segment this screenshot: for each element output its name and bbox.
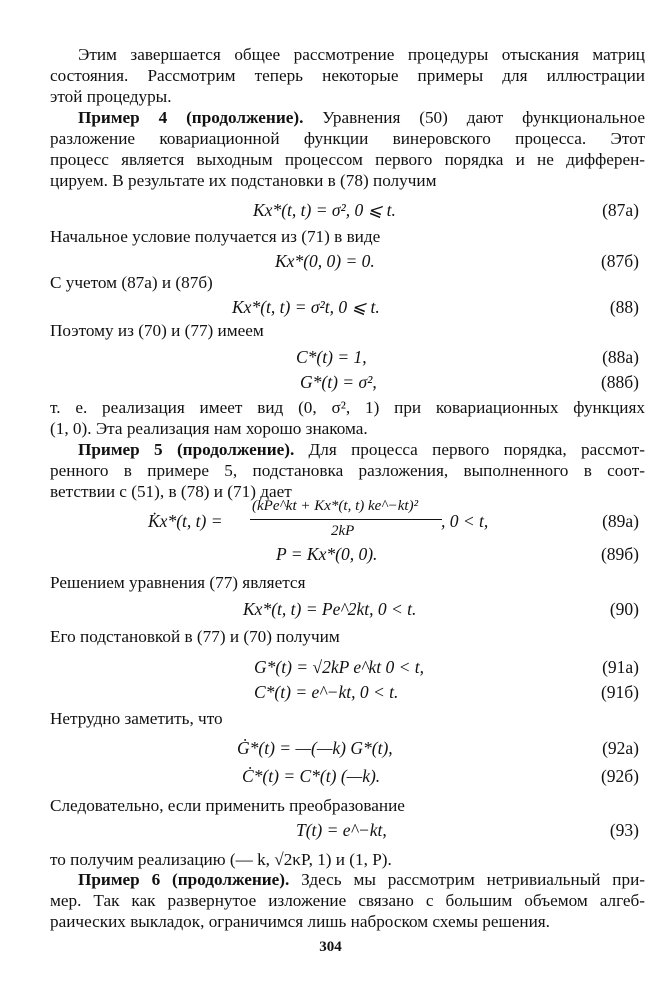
text-line-3: этой процедуры.	[50, 87, 172, 106]
equation-number-93: (93)	[609, 820, 639, 840]
text-line-12: (1, 0). Эта реализация нам хорошо знакома.	[50, 419, 368, 438]
text-line-11: т. е. реализация имеет вид (0, σ², 1) при ковариационных функциях	[50, 398, 645, 417]
equation-91a: G*(t) = √2kP e^kt 0 < t,	[254, 657, 425, 677]
text-line-1: Этим завершается общее рассмотрение процедуры отыскания матриц	[78, 45, 645, 64]
text-line-16: Решением уравнения (77) является	[50, 573, 306, 592]
equation-number-87b: (87б)	[600, 251, 639, 271]
equation-92a: Ġ*(t) = —(—k) G*(t),	[237, 738, 393, 758]
equation-89a-fraction-bar	[250, 519, 442, 520]
equation-number-90: (90)	[609, 599, 639, 619]
equation-number-88b: (88б)	[600, 372, 639, 392]
equation-89a-denominator: 2kP	[331, 523, 355, 539]
equation-number-87a: (87а)	[602, 200, 639, 220]
example-4-heading-line	[78, 108, 645, 128]
text-line-18: Нетрудно заметить, что	[50, 709, 223, 728]
equation-91b: C*(t) = e^−kt, 0 < t.	[254, 682, 399, 702]
example-5-label: Пример 5 (продолжение).	[78, 440, 295, 459]
text-line-19: Следовательно, если применить преобразование	[50, 796, 405, 815]
equation-number-92b: (92б)	[600, 766, 639, 786]
equation-89a-numerator: (kPe^kt + Kx*(t, t) ke^−kt)²	[252, 498, 419, 514]
text-line-10: Поэтому из (70) и (77) имеем	[50, 321, 264, 340]
equation-89a-lhs: K̇x*(t, t) =	[148, 511, 223, 531]
equation-89b: P = Kx*(0, 0).	[276, 544, 378, 564]
text-line-15: ветствии с (51), в (78) и (71) дает	[50, 482, 292, 501]
equation-87a: Kx*(t, t) = σ², 0 ⩽ t.	[253, 200, 396, 220]
example-5-heading-line	[78, 440, 645, 460]
equation-number-91b: (91б)	[600, 682, 639, 702]
text-line-7: цируем. В результате их подстановки в (78) получим	[50, 171, 437, 190]
equation-number-89b: (89б)	[600, 544, 639, 564]
example-6-text: Здесь мы рассмотрим нетривиальный при-	[289, 870, 645, 889]
equation-number-88a: (88а)	[602, 347, 639, 367]
equation-number-88: (88)	[609, 297, 639, 317]
equation-93: T(t) = e^−kt,	[296, 820, 387, 840]
equation-number-92a: (92а)	[602, 738, 639, 758]
text-line-20: то получим реализацию (— k, √2κP, 1) и (1, P).	[50, 850, 392, 869]
example-6-heading-line	[78, 870, 645, 890]
equation-number-91a: (91а)	[602, 657, 639, 677]
text-line-17: Его подстановкой в (77) и (70) получим	[50, 627, 340, 646]
text-line-22: мер. Так как развернутое изложение связано с большим объемом алгеб-	[50, 891, 645, 910]
equation-90: Kx*(t, t) = Pe^2kt, 0 < t.	[243, 599, 417, 619]
text-line-5: разложение ковариационной функции винеровского процесса. Этот	[50, 129, 645, 148]
text-line-23: раических выкладок, ограничимся лишь наброском схемы решения.	[50, 912, 550, 931]
equation-88b: G*(t) = σ²,	[300, 372, 377, 392]
equation-89a-condition: , 0 < t,	[441, 511, 489, 531]
equation-88a: C*(t) = 1,	[296, 347, 367, 367]
text-line-8: Начальное условие получается из (71) в виде	[50, 227, 381, 246]
example-4-label: Пример 4 (продолжение).	[78, 108, 304, 127]
example-5-text: Для процесса первого порядка, рассмот-	[294, 440, 645, 459]
equation-88: Kx*(t, t) = σ²t, 0 ⩽ t.	[232, 297, 380, 317]
equation-87b: Kx*(0, 0) = 0.	[275, 251, 375, 271]
text-line-2: состояния. Рассмотрим теперь некоторые примеры для иллюстрации	[50, 66, 645, 85]
example-6-label: Пример 6 (продолжение).	[78, 870, 290, 889]
text-line-14: ренного в примере 5, подстановка разложения, выполненного в соот-	[50, 461, 645, 480]
text-line-6: процесс является выходным процессом первого порядка и не дифферен-	[50, 150, 645, 169]
text-line-9: С учетом (87а) и (87б)	[50, 273, 213, 292]
example-4-text: Уравнения (50) дают функциональное	[303, 108, 645, 127]
equation-number-89a: (89а)	[602, 511, 639, 531]
page-number: 304	[319, 939, 342, 955]
equation-92b: Ċ*(t) = C*(t) (—k).	[242, 766, 381, 786]
